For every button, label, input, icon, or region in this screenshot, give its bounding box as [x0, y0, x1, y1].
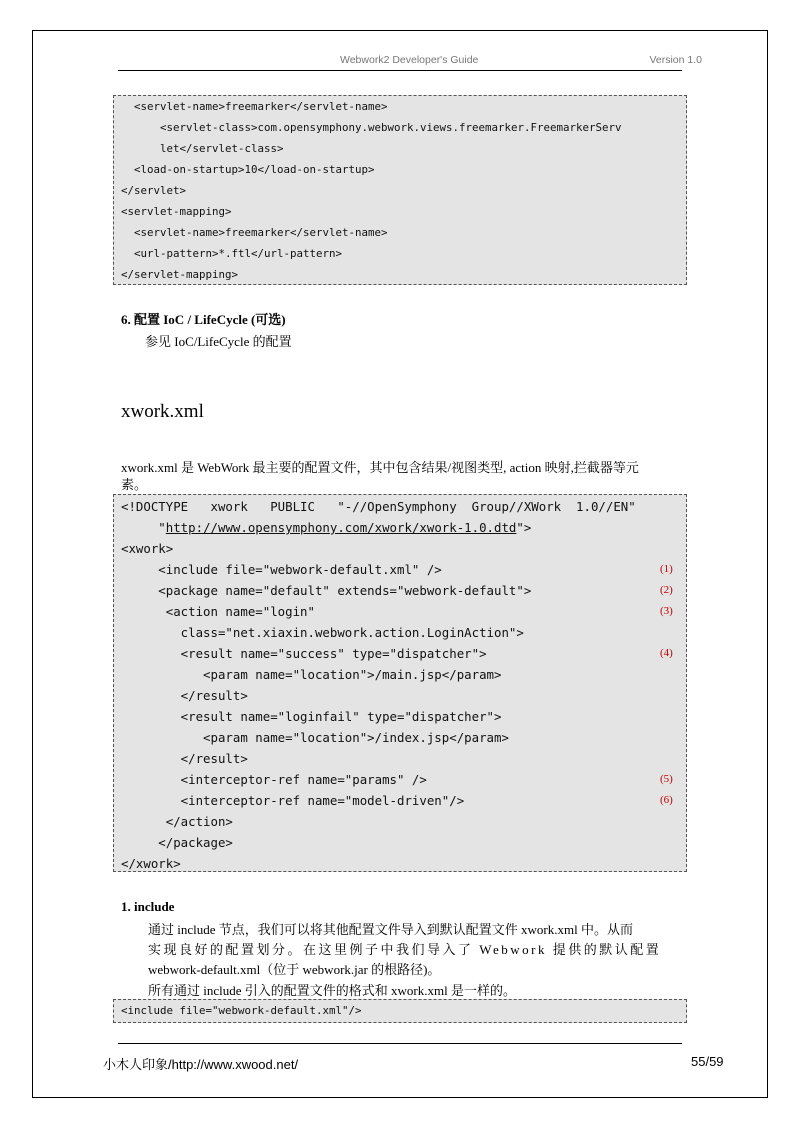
section-title-xwork: xwork.xml: [121, 401, 204, 422]
include-text-line-1: 通过 include 节点，我们可以将其他配置文件导入到默认配置文件 xwork.xml 中。从而: [148, 922, 633, 937]
include-text-line-3: webwork-default.xml（位于 webwork.jar 的根路径)。: [148, 962, 441, 977]
code-line: </xwork>: [121, 856, 181, 871]
code-line: <param name="location">/index.jsp</param>: [121, 730, 509, 745]
section-heading-include: 1. include: [121, 899, 175, 914]
code-line: <interceptor-ref name="model-driven"/>: [121, 793, 465, 808]
code-line: </servlet-mapping>: [121, 268, 239, 281]
code-line: <param name="location">/main.jsp</param>: [121, 667, 502, 682]
code-line-doctype: <!DOCTYPE xwork PUBLIC "-//OpenSymphony Group//XWork 1.0//EN": [121, 499, 636, 514]
code-line: <load-on-startup>10</load-on-startup>: [121, 163, 375, 176]
code-line: <interceptor-ref name="params" />: [121, 772, 427, 787]
code-block-servlet-config: [113, 95, 687, 285]
code-line: </action>: [121, 814, 233, 829]
code-fragment: ">: [516, 520, 532, 535]
code-line: <include file="webwork-default.xml"/>: [121, 1004, 362, 1017]
annotation-marker: (3): [660, 605, 673, 617]
code-block-xwork-xml: [113, 494, 687, 872]
code-line: <action name="login": [121, 604, 315, 619]
section-body-ioc: 参见 IoC/LifeCycle 的配置: [145, 334, 292, 349]
page-header: [118, 54, 704, 70]
code-line: </package>: [121, 835, 233, 850]
code-block-include: [113, 999, 687, 1023]
code-line: <servlet-name>freemarker</servlet-name>: [121, 226, 388, 239]
code-line: <xwork>: [121, 541, 174, 556]
code-line: <servlet-class>com.opensymphony.webwork.views.freemarker.FreemarkerServ: [121, 121, 622, 134]
code-line: let</servlet-class>: [121, 142, 284, 155]
footer-page-number: 55/59: [691, 1054, 724, 1069]
include-text-line-2: 实现良好的配置划分。在这里例子中我们导入了 Webwork 提供的默认配置: [148, 942, 662, 957]
header-version: Version 1.0: [649, 54, 702, 66]
code-line: </result>: [121, 688, 248, 703]
code-line: </result>: [121, 751, 248, 766]
code-line: <result name="success" type="dispatcher">: [121, 646, 487, 661]
code-line: <url-pattern>*.ftl</url-pattern>: [121, 247, 343, 260]
code-line: <package name="default" extends="webwork-default">: [121, 583, 532, 598]
code-line: <include file="webwork-default.xml" />: [121, 562, 442, 577]
xwork-intro-line-1: xwork.xml 是 WebWork 最主要的配置文件，其中包含结果/视图类型, action 映射,拦截器等元: [121, 460, 639, 475]
annotation-marker: (4): [660, 647, 673, 659]
dtd-link[interactable]: http://www.opensymphony.com/xwork/xwork-1.0.dtd: [165, 520, 517, 535]
code-line: <result name="loginfail" type="dispatcher">: [121, 709, 502, 724]
header-divider: [118, 70, 682, 71]
code-line: <servlet-name>freemarker</servlet-name>: [121, 100, 388, 113]
xwork-intro-line-2: 素。: [121, 477, 148, 492]
include-text-line-4: 所有通过 include 引入的配置文件的格式和 xwork.xml 是一样的。: [148, 983, 516, 998]
annotation-marker: (1): [660, 563, 673, 575]
code-line: class="net.xiaxin.webwork.action.LoginAction">: [121, 625, 524, 640]
header-title: Webwork2 Developer's Guide: [340, 54, 479, 66]
annotation-marker: (5): [660, 773, 673, 785]
annotation-marker: (6): [660, 794, 673, 806]
code-fragment: ": [121, 520, 166, 535]
footer-site: 小木人印象/http://www.xwood.net/: [103, 1057, 299, 1072]
code-line: </servlet>: [121, 184, 187, 197]
code-line: <servlet-mapping>: [121, 205, 232, 218]
section-heading-ioc: 6. 配置 IoC / LifeCycle (可选): [121, 312, 286, 327]
footer-divider: [118, 1043, 682, 1044]
code-line-doctype-url: [121, 520, 531, 535]
annotation-marker: (2): [660, 584, 673, 596]
